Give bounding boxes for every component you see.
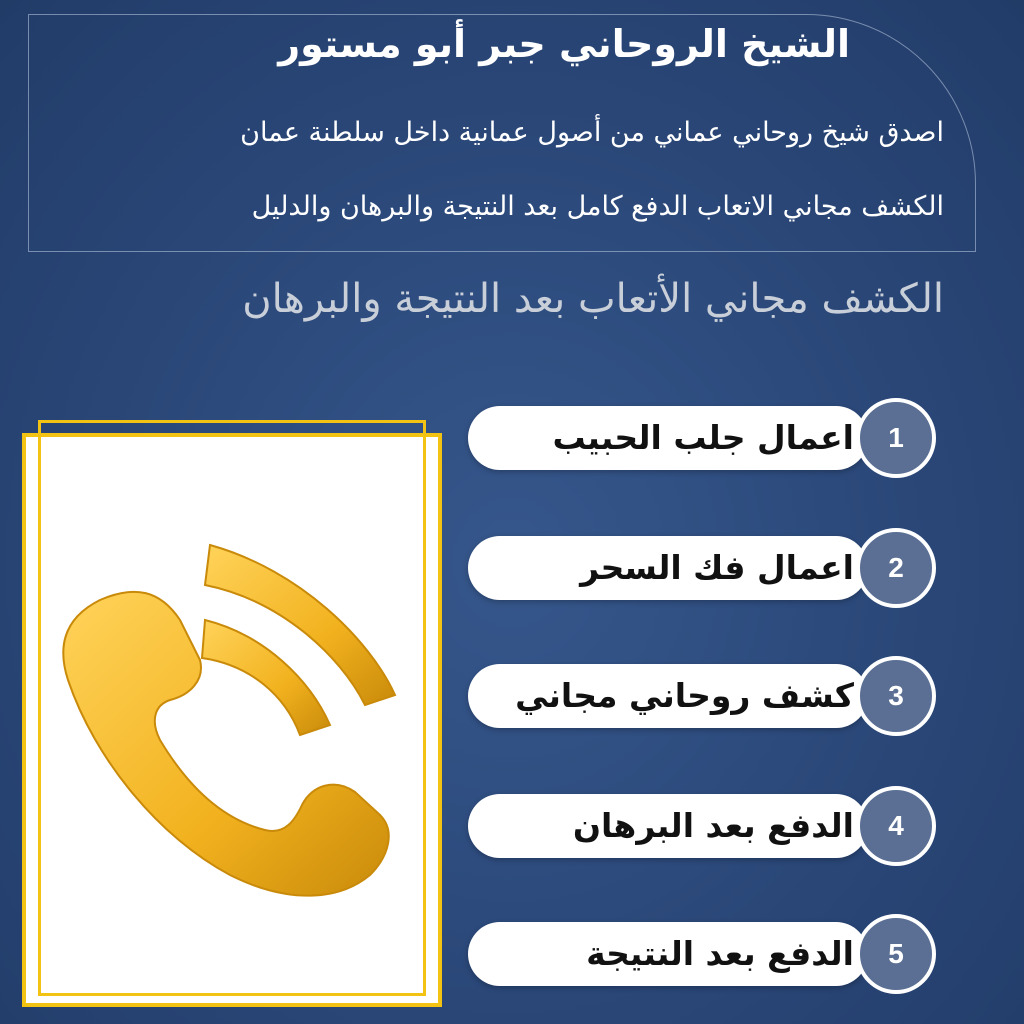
service-item-3: [468, 656, 948, 736]
service-number-badge: 1: [856, 398, 936, 478]
service-item-2: [468, 528, 948, 608]
service-label: الدفع بعد النتيجة: [586, 934, 854, 973]
service-pill: [468, 536, 868, 600]
service-number-badge: 4: [856, 786, 936, 866]
description-line-2: الكشف مجاني الاتعاب الدفع كامل بعد النتيجة والبرهان والدليل: [251, 191, 944, 222]
service-pill: [468, 664, 868, 728]
service-label: الدفع بعد البرهان: [572, 806, 854, 845]
service-pill: [468, 794, 868, 858]
service-number-badge: 5: [856, 914, 936, 994]
subtitle: الكشف مجاني الأتعاب بعد النتيجة والبرهان: [242, 276, 944, 322]
service-item-5: [468, 914, 948, 994]
service-number-badge: 2: [856, 528, 936, 608]
service-item-4: [468, 786, 948, 866]
service-number-badge: 3: [856, 656, 936, 736]
service-pill: [468, 406, 868, 470]
phone-icon: [40, 530, 400, 910]
page-title: الشيخ الروحاني جبر أبو مستور: [278, 22, 850, 66]
service-label: اعمال فك السحر: [580, 548, 854, 587]
description-line-1: اصدق شيخ روحاني عماني من أصول عمانية داخل سلطنة عمان: [240, 117, 944, 148]
service-pill: [468, 922, 868, 986]
service-label: كشف روحاني مجاني: [515, 676, 854, 715]
service-label: اعمال جلب الحبيب: [552, 418, 854, 457]
service-item-1: [468, 398, 948, 478]
